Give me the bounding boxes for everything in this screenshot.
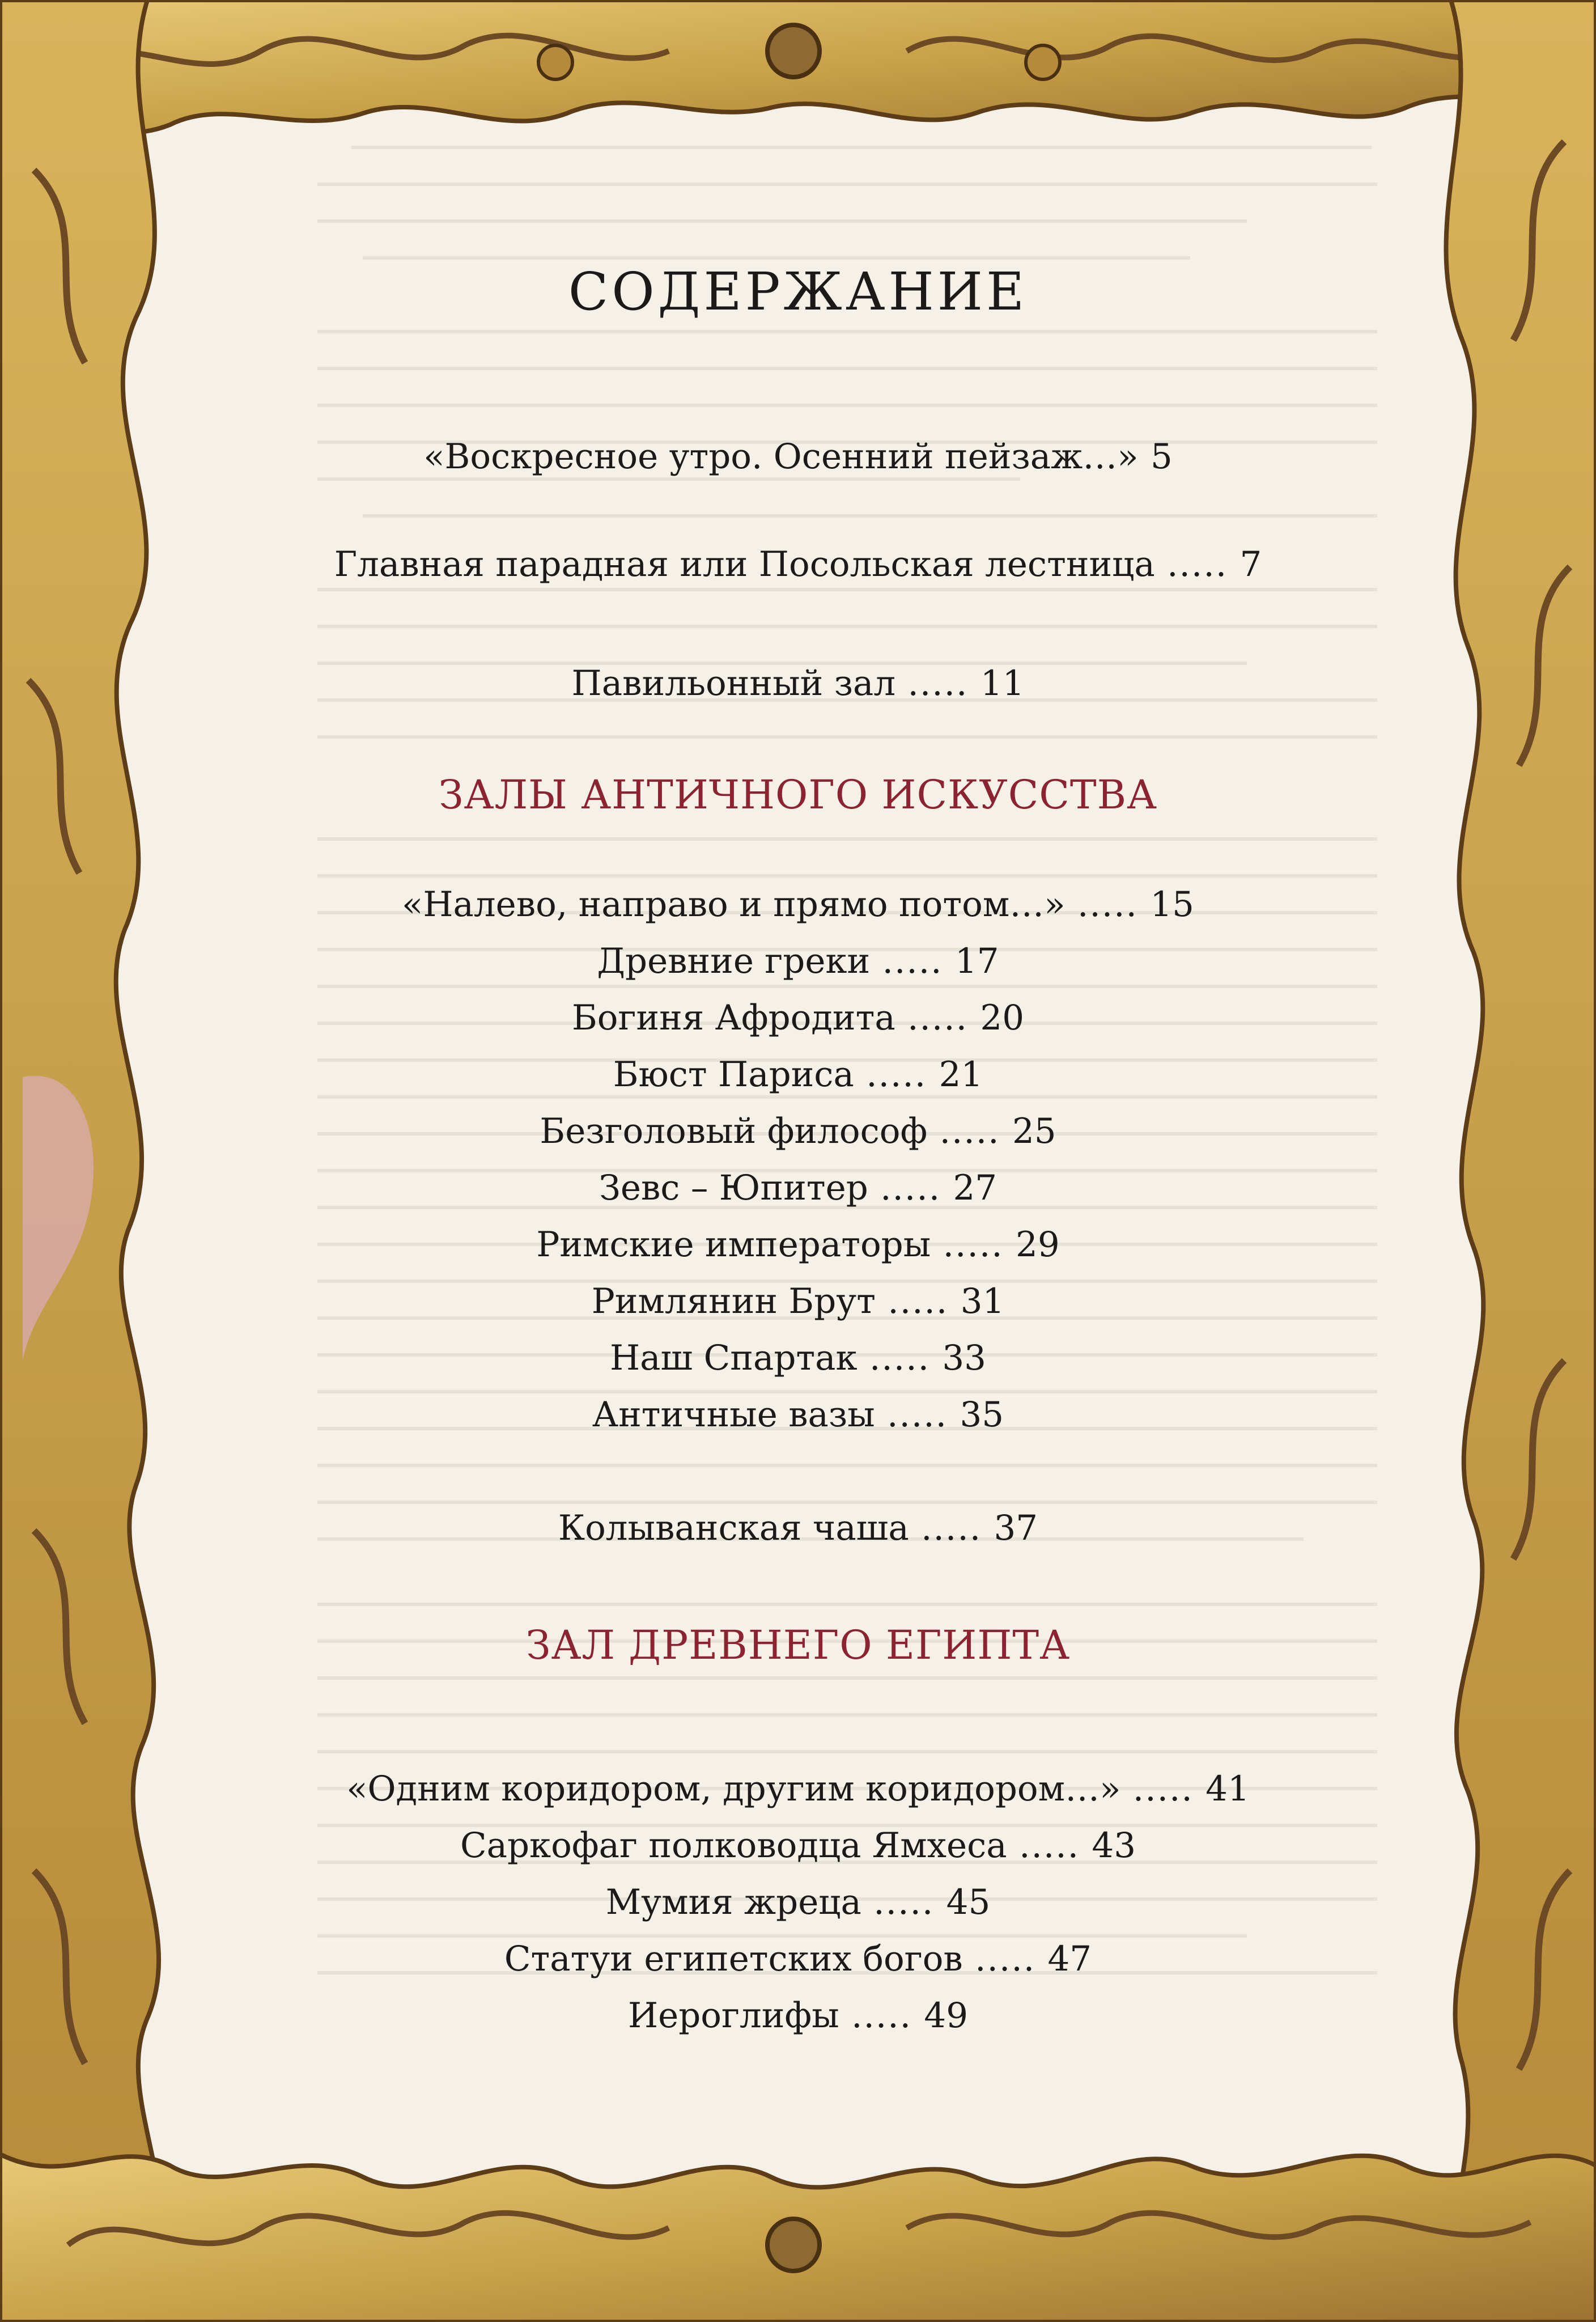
toc-entry (0, 663, 1596, 704)
entry-leader: ..... (1120, 1769, 1206, 1809)
entry-leader: ..... (854, 1054, 939, 1095)
entry-leader: ..... (962, 1939, 1048, 1979)
toc-entry (0, 437, 1596, 477)
entry-page-number: 37 (994, 1508, 1038, 1548)
entry-leader: ..... (861, 1882, 946, 1922)
entry-title: «Налево, направо и прямо потом…» (402, 884, 1066, 925)
entry-leader: ..... (895, 998, 980, 1038)
toc-entry (0, 1111, 1596, 1152)
entry-leader: ..... (931, 1224, 1016, 1265)
toc-entry (0, 941, 1596, 982)
entry-title: Античные вазы (592, 1395, 875, 1435)
entry-title: Колыванская чаша (558, 1508, 909, 1548)
entry-leader: ..... (868, 1168, 953, 1208)
entry-title: Римлянин Брут (591, 1281, 876, 1321)
entry-title: «Воскресное утро. Осенний пейзаж…» (423, 437, 1139, 477)
entry-page-number: 15 (1150, 884, 1194, 925)
section-heading: ЗАЛЫ АНТИЧНОГО ИСКУССТВА (438, 772, 1158, 818)
entry-title: Мумия жреца (605, 1882, 861, 1922)
entry-page-number: 45 (946, 1882, 991, 1922)
toc-entry (0, 998, 1596, 1039)
entry-leader: ..... (839, 1995, 924, 2036)
toc-entry (0, 1825, 1596, 1866)
entry-page-number: 31 (960, 1281, 1005, 1321)
entry-leader: ..... (857, 1338, 943, 1378)
entry-leader: ..... (895, 663, 980, 704)
entry-page-number: 43 (1092, 1825, 1136, 1866)
entry-page-number: 7 (1240, 544, 1262, 584)
entry-page-number: 17 (954, 941, 999, 981)
entry-title: «Одним коридором, другим коридором…» (346, 1769, 1121, 1809)
entry-leader: ..... (1007, 1825, 1092, 1866)
entry-title: Зевс – Юпитер (598, 1168, 868, 1208)
entry-leader: ..... (1154, 544, 1240, 584)
entry-leader: ..... (909, 1508, 994, 1548)
toc-entry (0, 1338, 1596, 1379)
section-heading: ЗАЛ ДРЕВНЕГО ЕГИПТА (525, 1622, 1071, 1668)
entry-page-number: 41 (1206, 1769, 1250, 1809)
toc-entry (0, 1939, 1596, 1980)
toc-entry (0, 1395, 1596, 1435)
entry-title: Павильонный зал (571, 663, 896, 704)
entry-page-number: 27 (953, 1168, 998, 1208)
entry-leader: ..... (870, 941, 955, 981)
entry-page-number: 33 (942, 1338, 986, 1378)
entry-leader: ..... (875, 1395, 960, 1435)
entry-leader: ..... (875, 1281, 961, 1321)
entry-title: Главная парадная или Посольская лестница (334, 544, 1155, 584)
entry-leader (1139, 437, 1151, 477)
toc-entry (0, 1508, 1596, 1549)
entry-page-number: 20 (980, 998, 1025, 1038)
entry-page-number: 11 (980, 663, 1025, 704)
entry-page-number: 5 (1150, 437, 1173, 477)
entry-page-number: 35 (960, 1395, 1004, 1435)
toc-entry (0, 884, 1596, 925)
toc-entry (0, 1995, 1596, 2036)
entry-title: Бюст Париса (613, 1054, 854, 1095)
toc-entry (0, 1224, 1596, 1265)
toc-entry (0, 1168, 1596, 1209)
entry-page-number: 25 (1012, 1111, 1056, 1151)
entry-page-number: 47 (1047, 1939, 1092, 1979)
entry-title: Безголовый философ (540, 1111, 928, 1151)
entry-page-number: 29 (1016, 1224, 1060, 1265)
toc-entry (0, 1769, 1596, 1810)
entry-page-number: 49 (924, 1995, 969, 2036)
toc-entry (0, 1281, 1596, 1322)
entry-leader: ..... (927, 1111, 1012, 1151)
entry-title: Саркофаг полководца Ямхеса (460, 1825, 1007, 1866)
toc-entry (0, 1882, 1596, 1923)
contents-title: СОДЕРЖАНИЕ (568, 261, 1028, 322)
entry-title: Древние греки (597, 941, 871, 981)
entry-title: Римские императоры (536, 1224, 931, 1265)
entry-title: Статуи египетских богов (504, 1939, 963, 1979)
entry-title: Наш Спартак (609, 1338, 858, 1378)
entry-title: Богиня Афродита (571, 998, 895, 1038)
toc-entry (0, 1054, 1596, 1095)
toc-entry (0, 544, 1596, 585)
entry-title: Иероглифы (627, 1995, 839, 2036)
entry-leader: ..... (1065, 884, 1151, 925)
entry-page-number: 21 (939, 1054, 983, 1095)
